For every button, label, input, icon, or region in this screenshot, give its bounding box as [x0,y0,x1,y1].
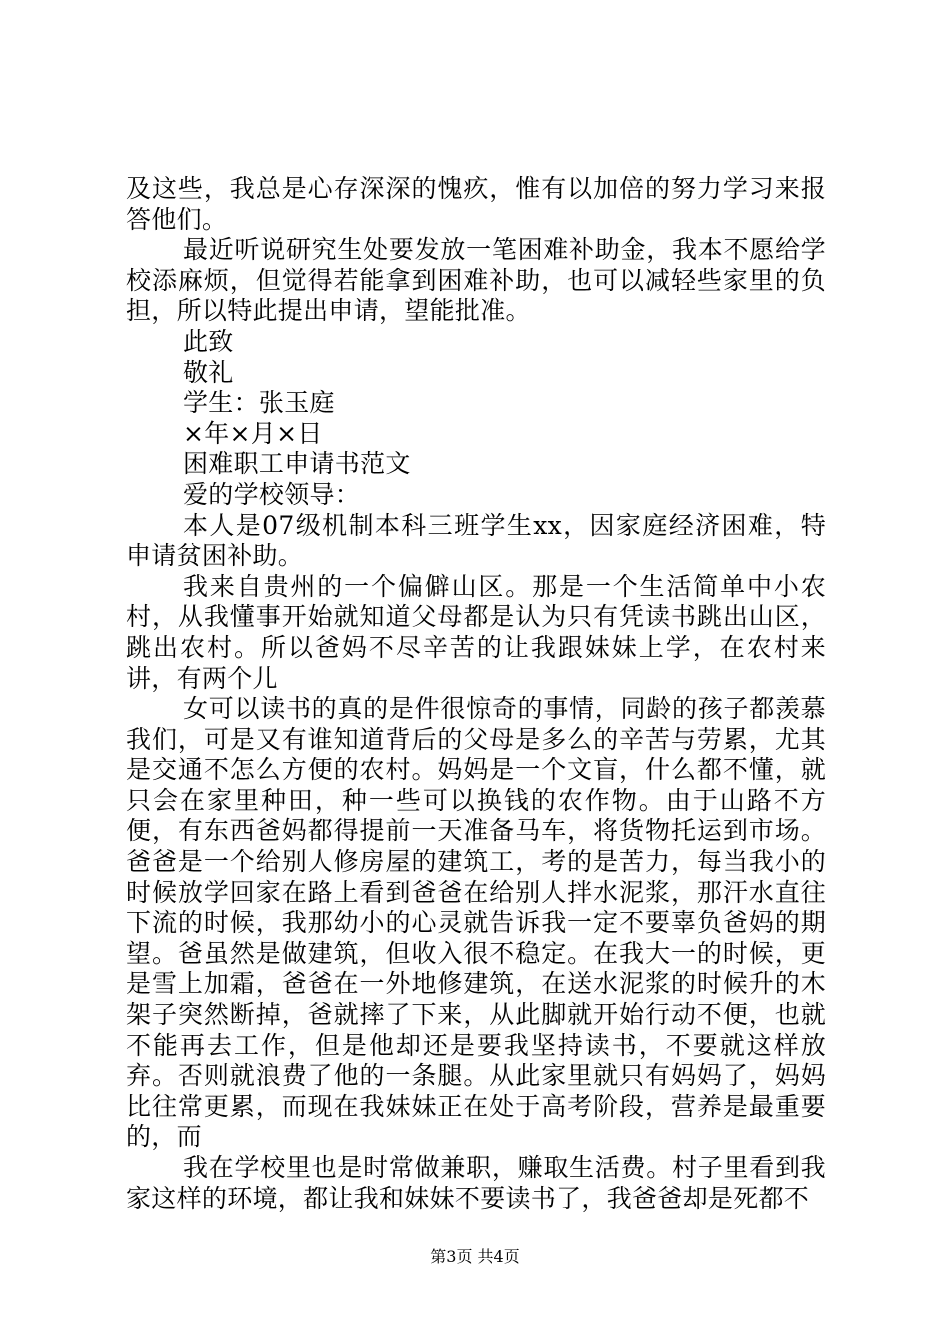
paragraph: 我在学校里也是时常做兼职，赚取生活费。村子里看到我家这样的环境，都让我和妹妹不要读书了，我爸爸却是死都不 [126,1153,826,1213]
closing-salutation: 此致 [183,326,234,356]
paragraph: 最近听说研究生处要发放一笔困难补助金，我本不愿给学校添麻烦，但觉得若能拿到困难补助，也可以减轻些家里的负担，所以特此提出申请，望能批准。 [126,235,826,326]
closing-regards: 敬礼 [183,357,234,387]
section-title: 困难职工申请书范文 [183,449,411,479]
body-text [126,174,826,1214]
paragraph: 我来自贵州的一个偏僻山区。那是一个生活简单中小农村，从我懂事开始就知道父母都是认为只有凭读书跳出山区，跳出农村。所以爸妈不尽辛苦的让我跟妹妹上学，在农村来讲，有两个儿 [126,571,826,693]
paragraph: 女可以读书的真的是件很惊奇的事情，同龄的孩子都羡慕我们，可是又有谁知道背后的父母是多么的辛苦与劳累，尤其是交通不怎么方便的农村。妈妈是一个文盲，什么都不懂，就只会在家里种田，种一些可以换钱的农作物。由于山路不方便，有东西爸妈都得提前一天准备马车，将货物托运到市场。爸爸是一个给别人修房屋的建筑工，考的是苦力，每当我小的时候放学回家在路上看到爸爸在给别人拌水泥浆，那汗水直往下流的时候，我那幼小的心灵就告诉我一定不要辜负爸妈的期望。爸虽然是做建筑，但收入很不稳定。在我大一的时候，更是雪上加霜，爸爸在一外地修建筑，在送水泥浆的时候升的木架子突然断掉，爸就摔了下来，从此脚就开始行动不便，也就不能再去工作，但是他却还是要我坚持读书，不要就这样放弃。否则就浪费了他的一条腿。从此家里就只有妈妈了，妈妈比往常更累，而现在我妹妹正在处于高考阶段，营养是最重要的，而 [126,694,826,1152]
greeting: 爱的学校领导： [183,479,361,509]
signature-date: ×年×月×日 [183,418,323,448]
paragraph: 本人是07级机制本科三班学生xx，因家庭经济困难，特申请贫困补助。 [126,510,826,571]
page-number: 第3页 共4页 [430,1247,520,1266]
signature-student: 学生：张玉庭 [183,388,335,418]
page-footer [0,1244,950,1267]
paragraph: 及这些，我总是心存深深的愧疚，惟有以加倍的努力学习来报答他们。 [126,174,826,234]
